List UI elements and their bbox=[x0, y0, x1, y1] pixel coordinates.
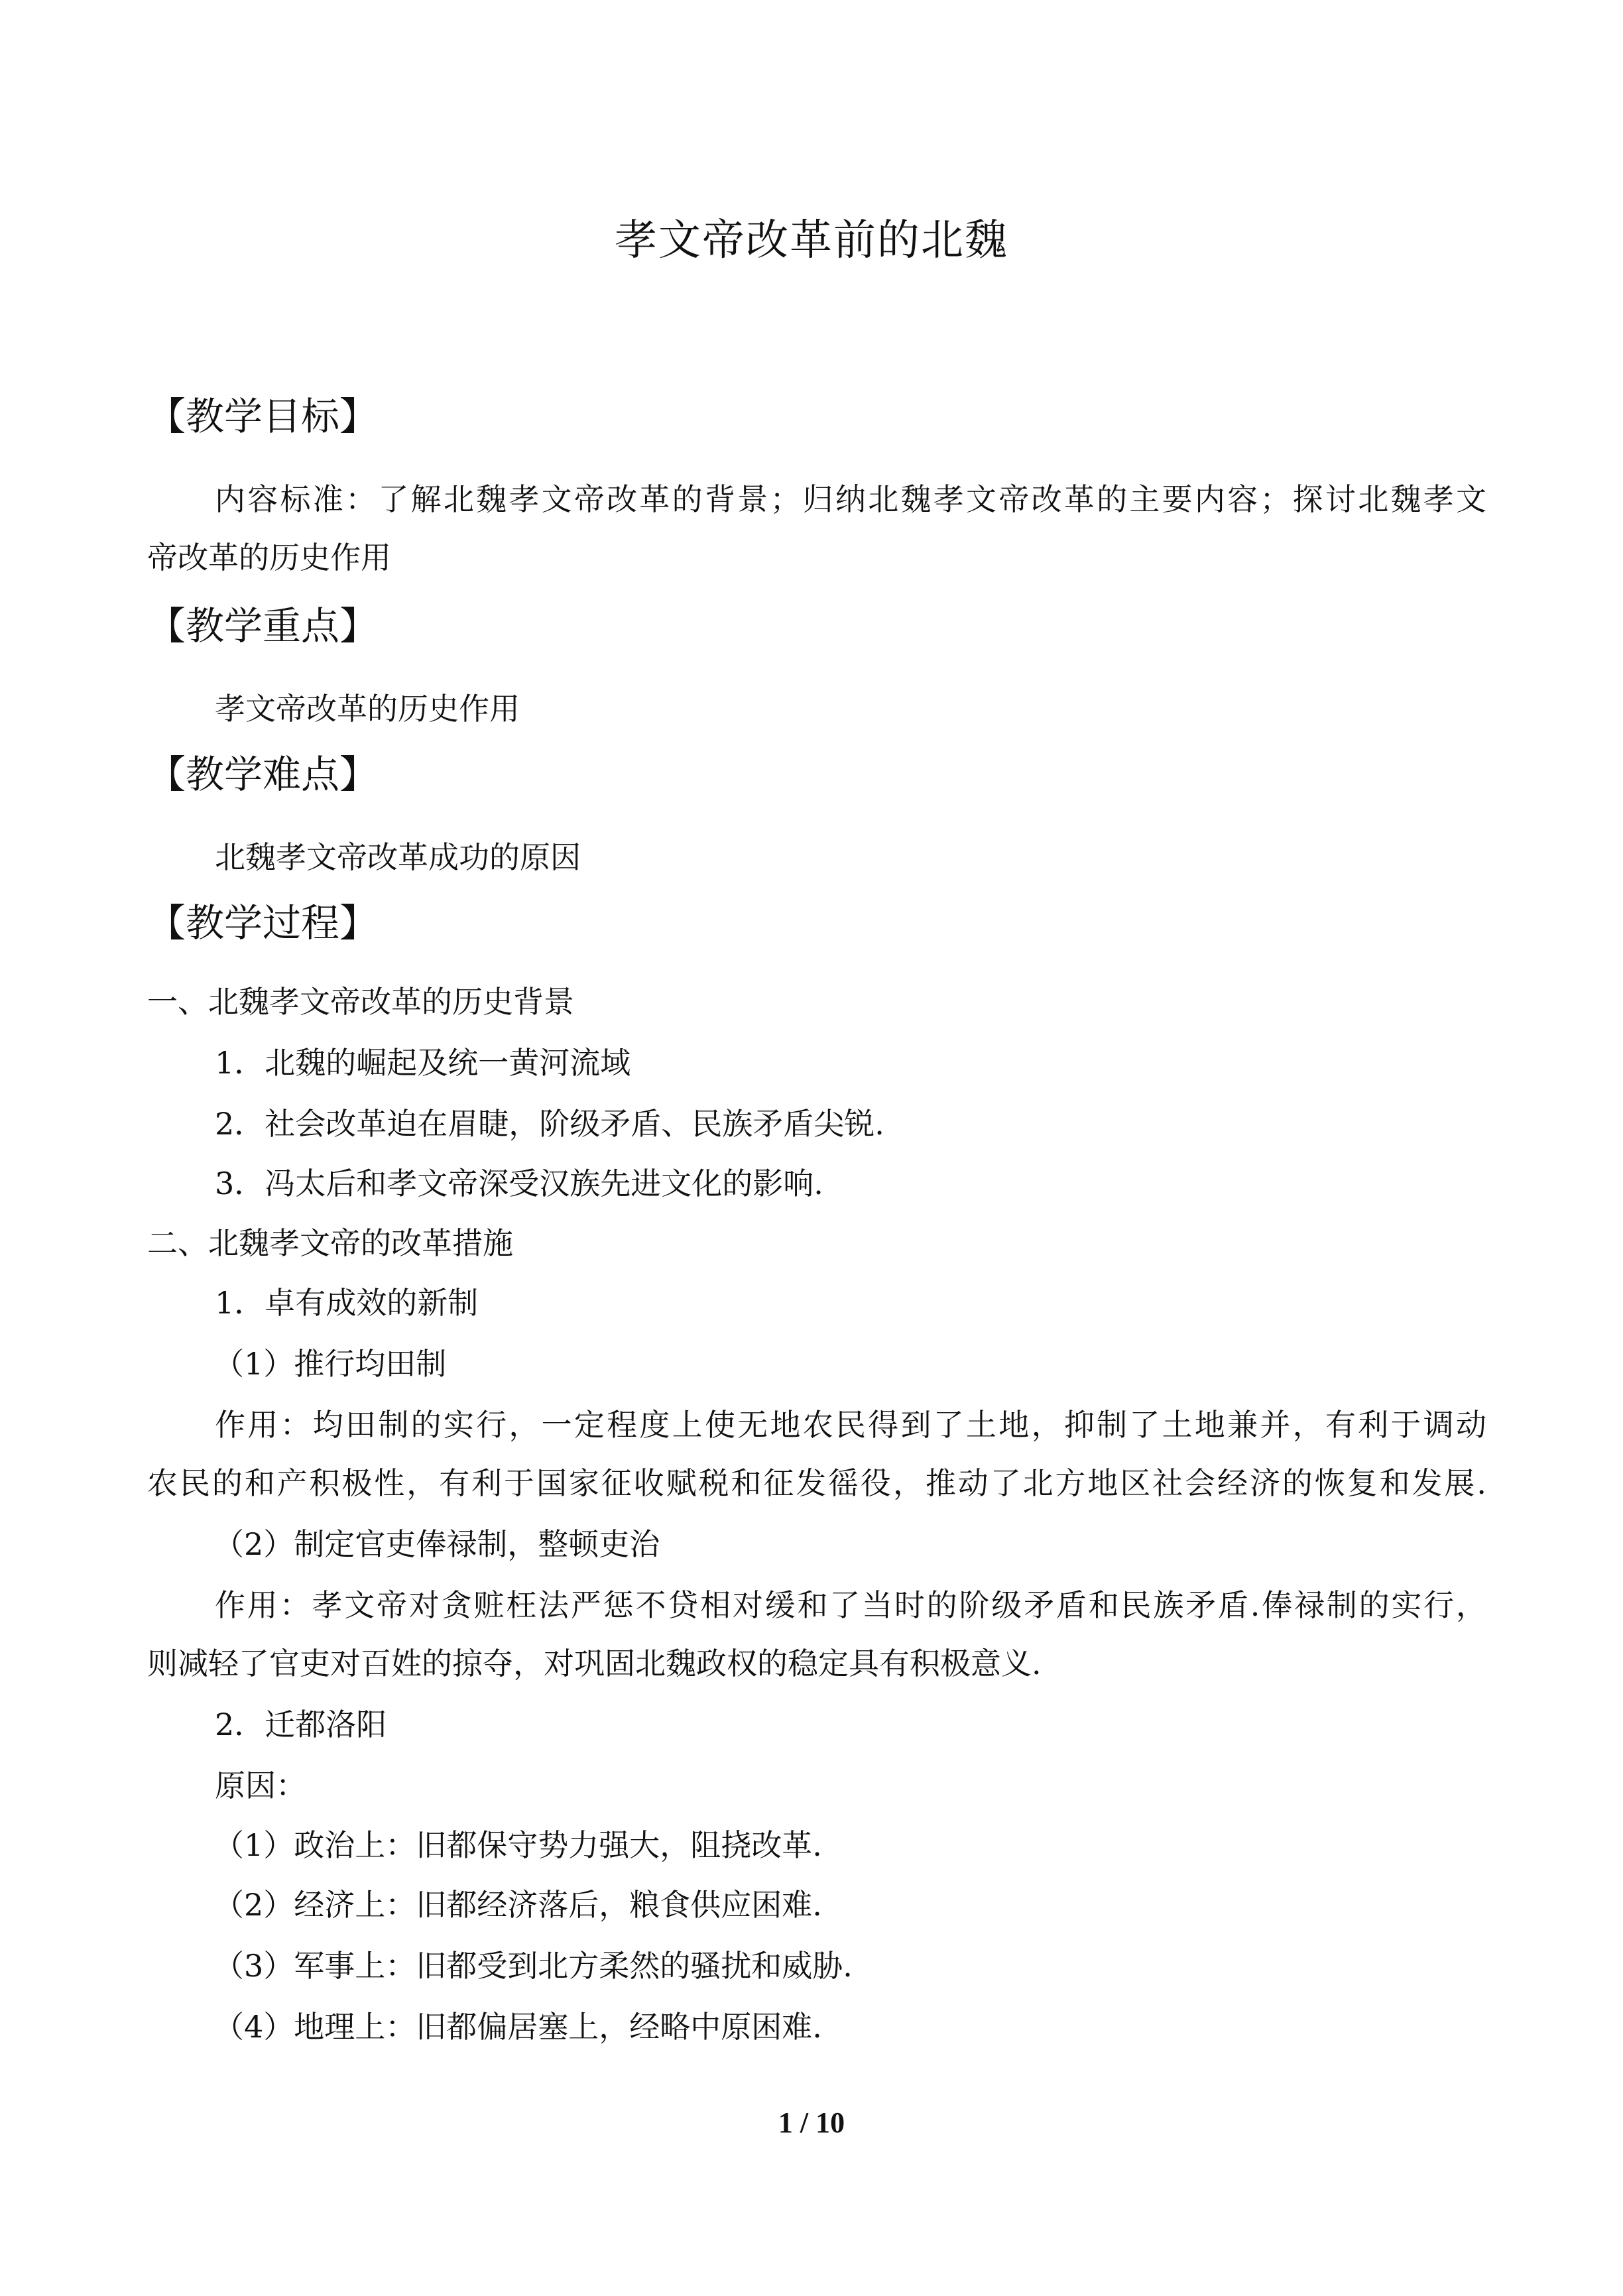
part1-item: 3．冯太后和孝文帝深受汉族先进文化的影响. bbox=[215, 1166, 823, 1201]
part2-sub2-title: 2．迁都洛阳 bbox=[215, 1707, 387, 1742]
reason-item: （2）经济上：旧都经济落后，粮食供应困难. bbox=[213, 1887, 822, 1923]
part2-item2-title: （2）制定官吏俸禄制，整顿吏治 bbox=[213, 1526, 660, 1562]
part2-item1-title: （1）推行均田制 bbox=[213, 1346, 447, 1382]
part2-sub1-title: 1．卓有成效的新制 bbox=[215, 1285, 479, 1321]
reasons-label: 原因： bbox=[215, 1768, 306, 1803]
part2-item1-effect-line2: 农民的和产积极性，有利于国家征收赋税和征发徭役，推动了北方地区社会经济的恢复和发展. bbox=[147, 1465, 1486, 1501]
key-points-content: 孝文帝改革的历史作用 bbox=[215, 691, 520, 727]
part2-title: 二、北魏孝文帝的改革措施 bbox=[147, 1225, 513, 1261]
part2-item2-effect-line2: 则减轻了官吏对百姓的掠夺，对巩固北魏政权的稳定具有积极意义. bbox=[147, 1646, 1042, 1681]
objectives-content-line1: 内容标准：了解北魏孝文帝改革的背景；归纳北魏孝文帝改革的主要内容；探讨北魏孝文 bbox=[215, 481, 1486, 517]
objectives-content-line2: 帝改革的历史作用 bbox=[147, 540, 391, 575]
part1-item: 2．社会改革迫在眉睫，阶级矛盾、民族矛盾尖锐. bbox=[215, 1106, 884, 1142]
part1-item: 1．北魏的崛起及统一黄河流域 bbox=[215, 1045, 631, 1081]
heading-difficulties: 【教学难点】 bbox=[147, 752, 379, 797]
reason-item: （3）军事上：旧都受到北方柔然的骚扰和威胁. bbox=[213, 1948, 853, 1984]
page-number: 1 / 10 bbox=[778, 2106, 845, 2139]
heading-key-points: 【教学重点】 bbox=[147, 603, 379, 648]
part2-item1-effect-line1: 作用：均田制的实行，一定程度上使无地农民得到了土地，抑制了土地兼并，有利于调动 bbox=[215, 1407, 1486, 1443]
difficulties-content: 北魏孝文帝改革成功的原因 bbox=[215, 839, 581, 875]
reason-item: （1）政治上：旧都保守势力强大，阻挠改革. bbox=[213, 1827, 822, 1863]
part2-item2-effect-line1: 作用：孝文帝对贪赃枉法严惩不贷相对缓和了当时的阶级矛盾和民族矛盾.俸禄制的实行， bbox=[215, 1587, 1486, 1623]
page-title: 孝文帝改革前的北魏 bbox=[615, 216, 1008, 265]
reason-item: （4）地理上：旧都偏居塞上，经略中原困难. bbox=[213, 2009, 822, 2045]
heading-objectives: 【教学目标】 bbox=[147, 394, 379, 439]
part1-title: 一、北魏孝文帝改革的历史背景 bbox=[147, 984, 574, 1020]
heading-process: 【教学过程】 bbox=[147, 900, 379, 945]
